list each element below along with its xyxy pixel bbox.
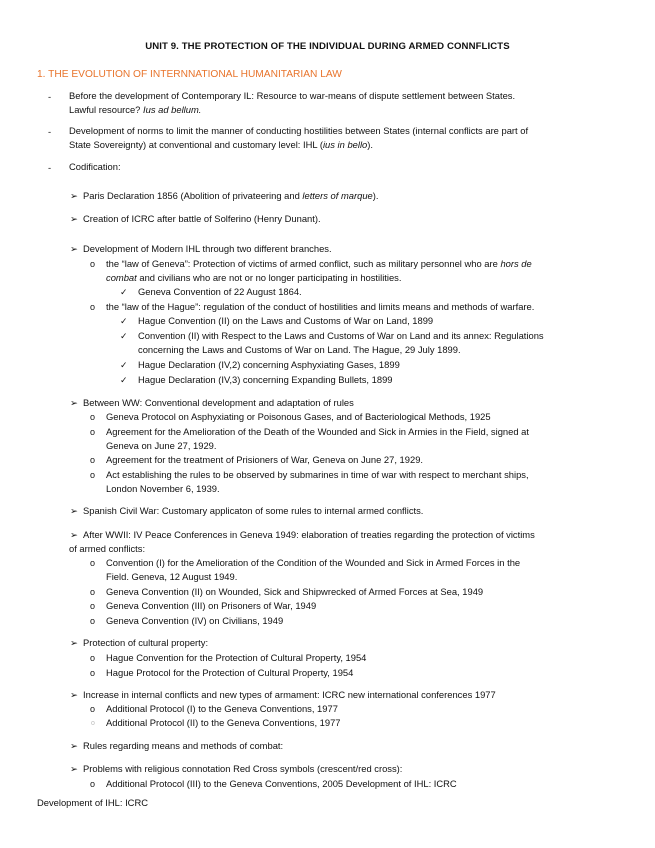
between-ww-item: Agreement for the Amelioration of the Death of the Wounded and Sick in Armies in the Field, signed at	[106, 426, 529, 437]
internal-item: Additional Protocol (I) to the Geneva Conventions, 1977	[106, 703, 338, 714]
dash-bullet: -	[48, 162, 52, 173]
section-heading: 1. THE EVOLUTION OF INTERNNATIONAL HUMANITARIAN LAW	[37, 69, 342, 80]
hague-check-item: Hague Convention (II) on the Laws and Customs of War on Land, 1899	[138, 315, 434, 326]
ius-in-bello: ius in bello	[322, 139, 368, 150]
between-ww-label: Between WW: Conventional development and adaptation of rules	[83, 397, 354, 408]
internal-conflicts-label: Increase in internal conflicts and new types of armament: ICRC new international conferences 1977	[83, 689, 496, 700]
law-of-the-hague: the “law of the Hague”: regulation of the conduct of hostilities and limits means and methods of warfare.	[106, 301, 535, 312]
circle-bullet-icon: o	[90, 427, 96, 437]
intro-item-1-line-2: Lawful resource? Ius ad bellum.	[69, 104, 202, 115]
wwii-item: Geneva Convention (III) on Prisoners of War, 1949	[106, 600, 317, 611]
wwii-item-cont: Field. Geneva, 12 August 1949.	[106, 571, 238, 582]
circle-bullet-icon: o	[90, 470, 96, 480]
circle-bullet-icon: o	[90, 668, 96, 678]
wwii-item: Geneva Convention (II) on Wounded, Sick and Shipwrecked of Armed Forces at Sea, 1949	[106, 586, 484, 597]
wwii-item: Convention (I) for the Amelioration of the Condition of the Wounded and Sick in Armed Forces in the	[106, 557, 521, 568]
arrow-bullet-icon: ➢	[70, 689, 78, 700]
arrow-bullet-icon: ➢	[70, 190, 78, 201]
dash-bullet: -	[48, 126, 52, 137]
ius-ad-bellum: Ius ad bellum.	[143, 104, 202, 115]
combat-rules-label: Rules regarding means and methods of combat:	[83, 740, 284, 751]
internal-item: Additional Protocol (II) to the Geneva Conventions, 1977	[106, 717, 341, 728]
cultural-property-label: Protection of cultural property:	[83, 637, 209, 648]
hague-check-item: Hague Declaration (IV,3) concerning Expanding Bullets, 1899	[138, 374, 393, 385]
cultural-item: Hague Convention for the Protection of Cultural Property, 1954	[106, 652, 367, 663]
check-icon: ✓	[120, 360, 128, 370]
check-icon: ✓	[120, 316, 128, 326]
faint-bullet-icon: o	[91, 720, 95, 727]
between-ww-item-cont: Geneva on June 27, 1929.	[106, 440, 217, 451]
circle-bullet-icon: o	[90, 704, 96, 714]
page-title: UNIT 9. THE PROTECTION OF THE INDIVIDUAL DURING ARMED CONNFLICTS	[145, 41, 510, 52]
arrow-bullet-icon: ➢	[70, 529, 78, 540]
intro-item-2-line-1: Development of norms to limit the manner of conducting hostilities between States (internal conflicts are part of	[69, 125, 529, 136]
intro-item-2-line-2: State Sovereignty) at conventional and customary level: IHL (ius in bello).	[69, 139, 373, 150]
after-wwii-line-2: of armed conflicts:	[69, 543, 146, 554]
spanish-civil-war: Spanish Civil War: Customary applicaton of some rules to internal armed conflicts.	[83, 505, 424, 516]
footer-text: Development of IHL: ICRC	[37, 797, 148, 808]
modern-ihl-label: Development of Modern IHL through two different branches.	[83, 243, 332, 254]
geneva-convention-1864: Geneva Convention of 22 August 1864.	[138, 286, 302, 297]
arrow-bullet-icon: ➢	[70, 213, 78, 224]
circle-bullet-icon: o	[90, 616, 96, 626]
arrow-bullet-icon: ➢	[70, 397, 78, 408]
arrow-bullet-icon: ➢	[70, 763, 78, 774]
cultural-item: Hague Protocol for the Protection of Cultural Property, 1954	[106, 667, 354, 678]
hague-check-item: Hague Declaration (IV,2) concerning Asphyxiating Gases, 1899	[138, 359, 400, 370]
paris-declaration: Paris Declaration 1856 (Abolition of privateering and letters of marque).	[83, 190, 379, 201]
hague-check-item: Convention (II) with Respect to the Laws and Customs of War on Land and its annex: Regulations	[138, 330, 544, 341]
arrow-bullet-icon: ➢	[70, 505, 78, 516]
arrow-bullet-icon: ➢	[70, 740, 78, 751]
after-wwii-line-1: After WWII: IV Peace Conferences in Geneva 1949: elaboration of treaties regarding the protection of victims	[83, 529, 535, 540]
between-ww-item-cont: London November 6, 1939.	[106, 483, 220, 494]
intro-item-3: Codification:	[69, 161, 121, 172]
circle-bullet-icon: o	[90, 259, 96, 269]
arrow-bullet-icon: ➢	[70, 243, 78, 254]
hague-check-item-cont: concerning the Laws and Customs of War on Land. The Hague, 29 July 1899.	[138, 344, 461, 355]
intro-item-1-line-1: Before the development of Contemporary IL: Resource to war-means of dispute settlement between States.	[69, 90, 516, 101]
symbols-label: Problems with religious connotation Red Cross symbols (crescent/red cross):	[83, 763, 403, 774]
check-icon: ✓	[120, 331, 128, 341]
symbols-item: Additional Protocol (III) to the Geneva Conventions, 2005 Development of IHL: ICRC	[106, 778, 457, 789]
wwii-item: Geneva Convention (IV) on Civilians, 1949	[106, 615, 284, 626]
dash-bullet: -	[48, 91, 52, 102]
circle-bullet-icon: o	[90, 779, 96, 789]
check-icon: ✓	[120, 375, 128, 385]
circle-bullet-icon: o	[90, 412, 96, 422]
circle-bullet-icon: o	[90, 302, 96, 312]
arrow-bullet-icon: ➢	[70, 637, 78, 648]
law-of-geneva-line-1: the “law of Geneva”: Protection of victims of armed conflict, such as military personnel who are hors de	[106, 258, 532, 269]
between-ww-item: Act establishing the rules to be observed by submarines in time of war with respect to merchant ships,	[106, 469, 529, 480]
circle-bullet-icon: o	[90, 653, 96, 663]
law-of-geneva-line-2: combat and civilians who are not or no longer participating in hostilities.	[106, 272, 402, 283]
circle-bullet-icon: o	[90, 455, 96, 465]
between-ww-item: Agreement for the treatment of Prisioners of War, Geneva on June 27, 1929.	[106, 454, 424, 465]
icrc-creation: Creation of ICRC after battle of Solferino (Henry Dunant).	[83, 213, 321, 224]
check-icon: ✓	[120, 287, 128, 297]
circle-bullet-icon: o	[90, 558, 96, 568]
circle-bullet-icon: o	[90, 587, 96, 597]
circle-bullet-icon: o	[90, 601, 96, 611]
between-ww-item: Geneva Protocol on Asphyxiating or Poisonous Gases, and of Bacteriological Methods, 1925	[106, 411, 491, 422]
